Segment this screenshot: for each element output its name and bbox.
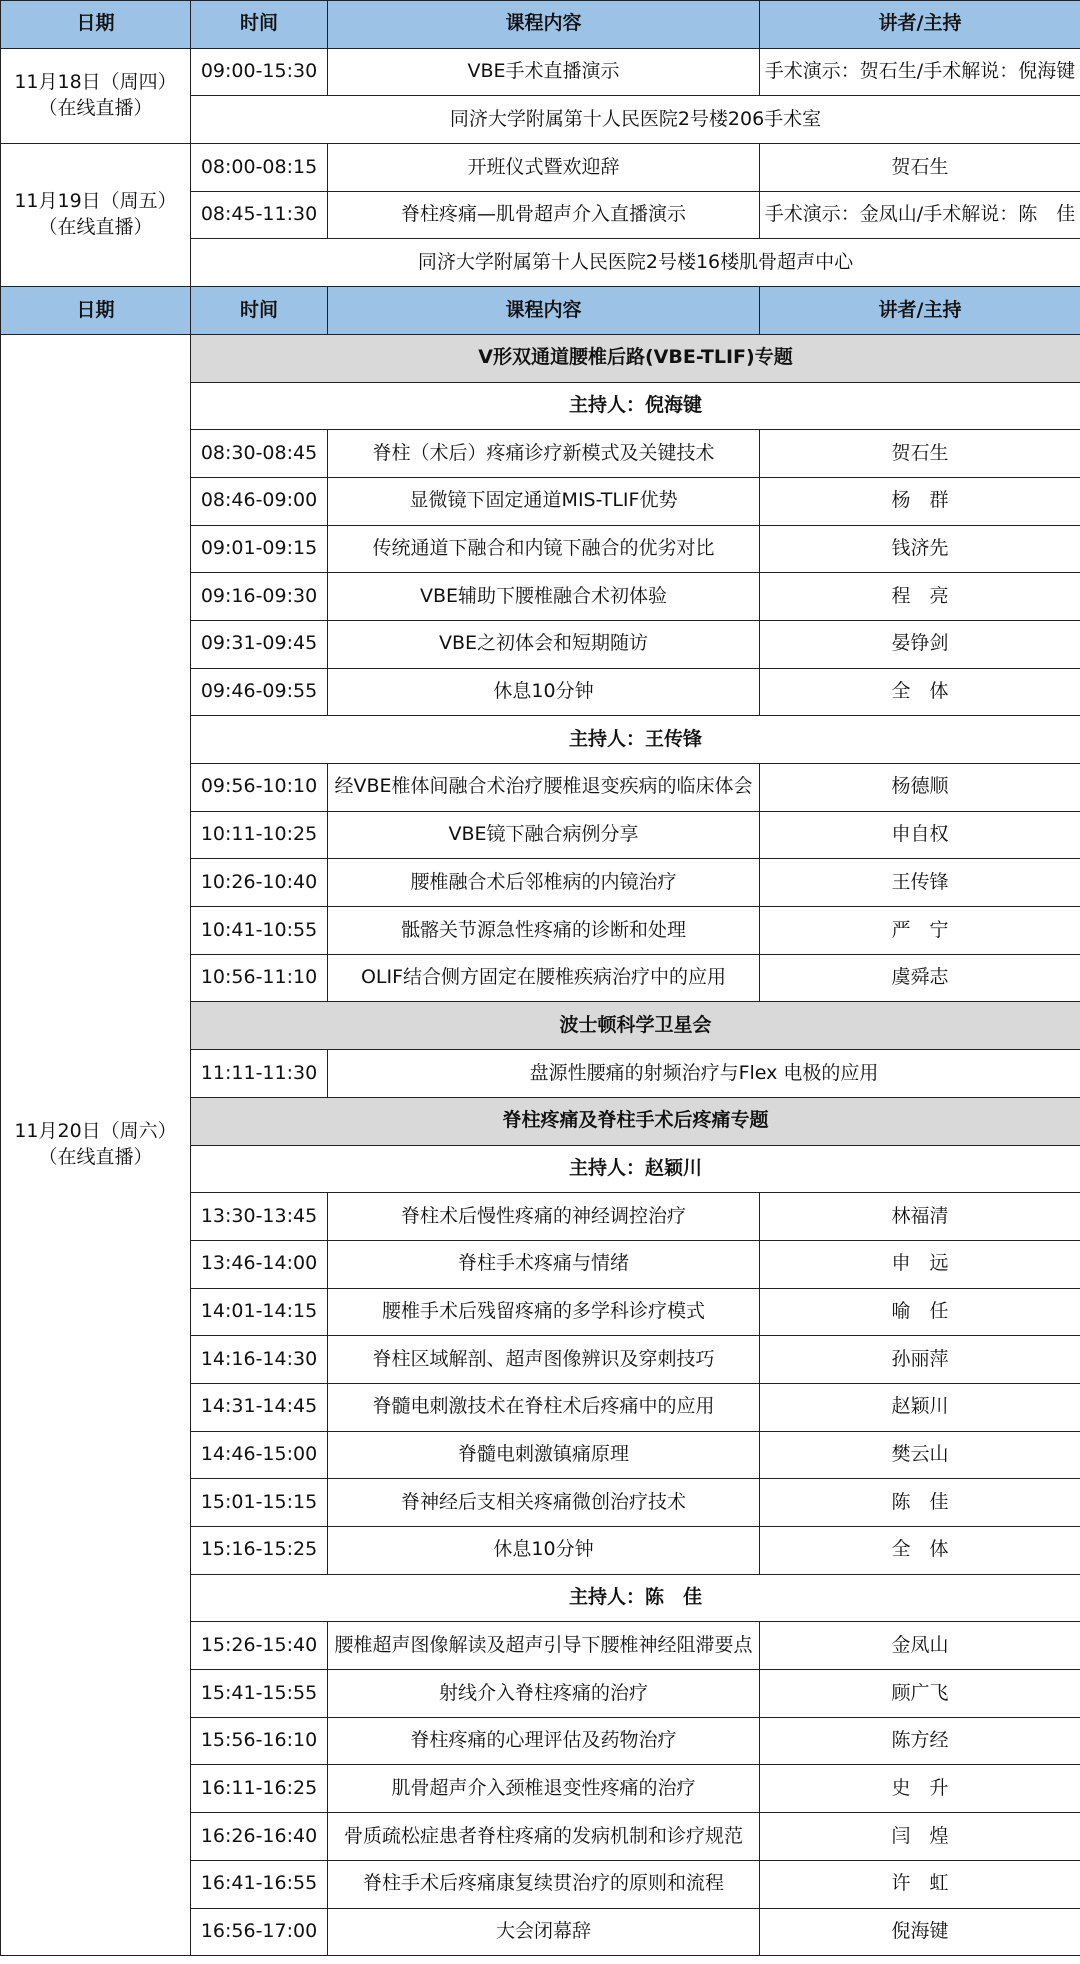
- time-cell: 13:46-14:00: [191, 1240, 328, 1288]
- time-cell: 13:30-13:45: [191, 1193, 328, 1241]
- host-label: 主持人：赵颖川: [191, 1145, 1080, 1193]
- speaker-cell: 手术演示：贺石生/手术解说：倪海键: [760, 48, 1080, 96]
- time-cell: 16:11-16:25: [191, 1765, 328, 1813]
- topic-cell: VBE之初体会和短期随访: [328, 620, 760, 668]
- time-cell: 10:56-11:10: [191, 954, 328, 1002]
- speaker-cell: 杨 群: [760, 477, 1080, 525]
- topic-cell: VBE镜下融合病例分享: [328, 811, 760, 859]
- section-title: 脊柱疼痛及脊柱手术后疼痛专题: [191, 1097, 1080, 1145]
- speaker-cell: 程 亮: [760, 573, 1080, 621]
- time-cell: 14:46-15:00: [191, 1431, 328, 1479]
- speaker-cell: 贺石生: [760, 144, 1080, 192]
- day1-mode: （在线直播）: [38, 96, 153, 119]
- topic-cell: 骶髂关节源急性疼痛的诊断和处理: [328, 907, 760, 955]
- time-cell: 09:46-09:55: [191, 668, 328, 716]
- time-cell: 14:16-14:30: [191, 1336, 328, 1384]
- speaker-cell: 钱济先: [760, 525, 1080, 573]
- speaker-cell: 赵颖川: [760, 1383, 1080, 1431]
- topic-cell: 休息10分钟: [328, 1527, 760, 1575]
- time-cell: 15:01-15:15: [191, 1479, 328, 1527]
- speaker-cell: 陈方经: [760, 1717, 1080, 1765]
- speaker-cell: 手术演示：金凤山/手术解说：陈 佳: [760, 191, 1080, 239]
- topic-cell: 腰椎融合术后邻椎病的内镜治疗: [328, 859, 760, 907]
- topic-cell: 肌骨超声介入颈椎退变性疼痛的治疗: [328, 1765, 760, 1813]
- header-speaker: 讲者/主持: [760, 1, 1080, 49]
- speaker-cell: 闫 煌: [760, 1813, 1080, 1861]
- time-cell: 16:26-16:40: [191, 1813, 328, 1861]
- topic-cell: 骨质疏松症患者脊柱疼痛的发病机制和诊疗规范: [328, 1813, 760, 1861]
- speaker-cell: 杨德顺: [760, 764, 1080, 812]
- topic-cell: 脊柱（术后）疼痛诊疗新模式及关键技术: [328, 430, 760, 478]
- speaker-cell: 虞舜志: [760, 954, 1080, 1002]
- time-cell: 15:26-15:40: [191, 1622, 328, 1670]
- header-row: [1, 1, 1080, 49]
- header-row-2: [1, 287, 1080, 335]
- speaker-cell: 金凤山: [760, 1622, 1080, 1670]
- day2-location: 同济大学附属第十人民医院2号楼16楼肌骨超声中心: [191, 239, 1080, 287]
- speaker-cell: 王传锋: [760, 859, 1080, 907]
- host-label: 主持人：王传锋: [191, 716, 1080, 764]
- time-cell: 16:41-16:55: [191, 1860, 328, 1908]
- time-cell: 14:31-14:45: [191, 1383, 328, 1431]
- header-topic: 课程内容: [328, 1, 760, 49]
- topic-cell: 脊神经后支相关疼痛微创治疗技术: [328, 1479, 760, 1527]
- topic-cell: 盘源性腰痛的射频治疗与Flex 电极的应用: [328, 1050, 1080, 1098]
- speaker-cell: 贺石生: [760, 430, 1080, 478]
- host-label: 主持人：倪海键: [191, 382, 1080, 430]
- day3-date: 11月20日（周六）: [14, 1120, 177, 1143]
- time-cell: 09:16-09:30: [191, 573, 328, 621]
- time-cell: 08:46-09:00: [191, 477, 328, 525]
- topic-cell: 脊髓电刺激镇痛原理: [328, 1431, 760, 1479]
- topic-cell: OLIF结合侧方固定在腰椎疾病治疗中的应用: [328, 954, 760, 1002]
- table-row: [1, 144, 1080, 192]
- speaker-cell: 倪海键: [760, 1908, 1080, 1956]
- topic-cell: 腰椎超声图像解读及超声引导下腰椎神经阻滞要点: [328, 1622, 760, 1670]
- section-row: [1, 334, 1080, 382]
- time-cell: 08:00-08:15: [191, 144, 328, 192]
- time-cell: 09:00-15:30: [191, 48, 328, 96]
- speaker-cell: 申自权: [760, 811, 1080, 859]
- topic-cell: 显微镜下固定通道MIS-TLIF优势: [328, 477, 760, 525]
- time-cell: 10:26-10:40: [191, 859, 328, 907]
- topic-cell: VBE辅助下腰椎融合术初体验: [328, 573, 760, 621]
- speaker-cell: 樊云山: [760, 1431, 1080, 1479]
- day3-date-cell: [1, 334, 191, 1955]
- day1-date-cell: [1, 48, 191, 143]
- topic-cell: 传统通道下融合和内镜下融合的优劣对比: [328, 525, 760, 573]
- speaker-cell: 孙丽萍: [760, 1336, 1080, 1384]
- header-time: 时间: [191, 287, 328, 335]
- speaker-cell: 全 体: [760, 1527, 1080, 1575]
- time-cell: 10:11-10:25: [191, 811, 328, 859]
- speaker-cell: 申 远: [760, 1240, 1080, 1288]
- speaker-cell: 林福清: [760, 1193, 1080, 1241]
- topic-cell: 休息10分钟: [328, 668, 760, 716]
- time-cell: 09:01-09:15: [191, 525, 328, 573]
- speaker-cell: 晏铮剑: [760, 620, 1080, 668]
- speaker-cell: 史 升: [760, 1765, 1080, 1813]
- day2-date-cell: [1, 144, 191, 287]
- topic-cell: 脊柱区域解剖、超声图像辨识及穿刺技巧: [328, 1336, 760, 1384]
- time-cell: 15:41-15:55: [191, 1670, 328, 1718]
- topic-cell: 脊柱术后慢性疼痛的神经调控治疗: [328, 1193, 760, 1241]
- time-cell: 08:45-11:30: [191, 191, 328, 239]
- host-label: 主持人：陈 佳: [191, 1574, 1080, 1622]
- header-date: 日期: [1, 287, 191, 335]
- time-cell: 08:30-08:45: [191, 430, 328, 478]
- topic-cell: 脊柱疼痛—肌骨超声介入直播演示: [328, 191, 760, 239]
- day2-date: 11月19日（周五）: [14, 190, 177, 213]
- speaker-cell: 全 体: [760, 668, 1080, 716]
- topic-cell: 腰椎手术后残留疼痛的多学科诊疗模式: [328, 1288, 760, 1336]
- time-cell: 09:31-09:45: [191, 620, 328, 668]
- time-cell: 10:41-10:55: [191, 907, 328, 955]
- day3-mode: （在线直播）: [38, 1146, 153, 1168]
- section-title: 波士顿科学卫星会: [191, 1002, 1080, 1050]
- topic-cell: 射线介入脊柱疼痛的治疗: [328, 1670, 760, 1718]
- topic-cell: 脊柱手术疼痛与情绪: [328, 1240, 760, 1288]
- header-topic: 课程内容: [328, 287, 760, 335]
- day1-location: 同济大学附属第十人民医院2号楼206手术室: [191, 96, 1080, 144]
- section-title: V形双通道腰椎后路(VBE-TLIF)专题: [191, 334, 1080, 382]
- topic-cell: 大会闭幕辞: [328, 1908, 760, 1956]
- topic-cell: 经VBE椎体间融合术治疗腰椎退变疾病的临床体会: [328, 764, 760, 812]
- time-cell: 16:56-17:00: [191, 1908, 328, 1956]
- topic-cell: VBE手术直播演示: [328, 48, 760, 96]
- speaker-cell: 顾广飞: [760, 1670, 1080, 1718]
- time-cell: 09:56-10:10: [191, 764, 328, 812]
- time-cell: 15:56-16:10: [191, 1717, 328, 1765]
- topic-cell: 脊柱手术后疼痛康复续贯治疗的原则和流程: [328, 1860, 760, 1908]
- day2-mode: （在线直播）: [38, 216, 153, 239]
- topic-cell: 脊髓电刺激技术在脊柱术后疼痛中的应用: [328, 1383, 760, 1431]
- header-speaker: 讲者/主持: [760, 287, 1080, 335]
- topic-cell: 开班仪式暨欢迎辞: [328, 144, 760, 192]
- header-date: 日期: [1, 1, 191, 49]
- time-cell: 11:11-11:30: [191, 1050, 328, 1098]
- speaker-cell: 许 虹: [760, 1860, 1080, 1908]
- time-cell: 15:16-15:25: [191, 1527, 328, 1575]
- speaker-cell: 喻 任: [760, 1288, 1080, 1336]
- time-cell: 14:01-14:15: [191, 1288, 328, 1336]
- speaker-cell: 陈 佳: [760, 1479, 1080, 1527]
- header-time: 时间: [191, 1, 328, 49]
- speaker-cell: 严 宁: [760, 907, 1080, 955]
- table-row: [1, 48, 1080, 96]
- topic-cell: 脊柱疼痛的心理评估及药物治疗: [328, 1717, 760, 1765]
- day1-date: 11月18日（周四）: [14, 71, 177, 94]
